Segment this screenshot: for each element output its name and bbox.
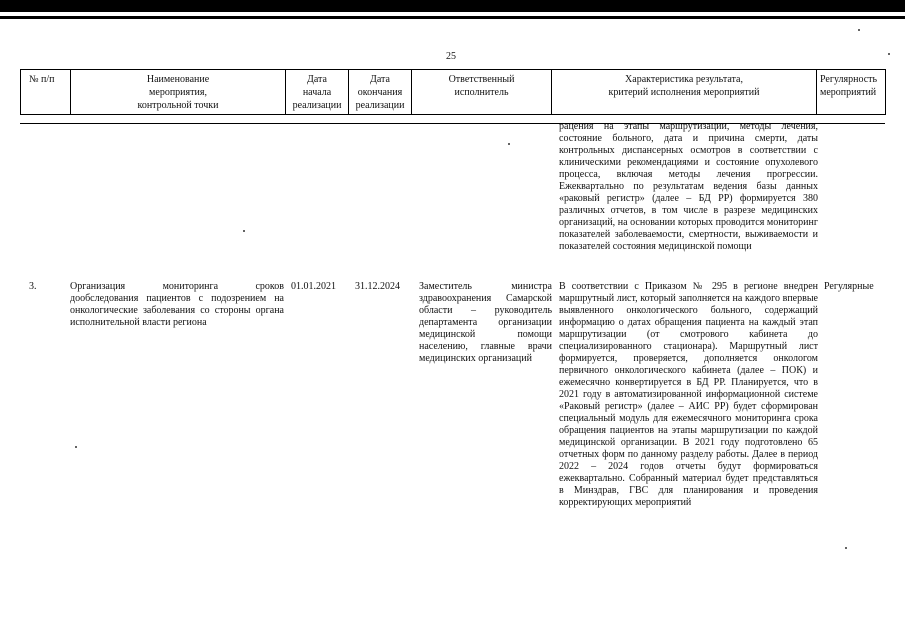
header-responsible: Ответственный исполнитель bbox=[412, 70, 552, 115]
row-start-date: 01.01.2021 bbox=[291, 281, 336, 292]
row-end-date: 31.12.2024 bbox=[355, 281, 400, 292]
scan-speck bbox=[75, 446, 77, 448]
scan-speck bbox=[858, 29, 860, 31]
row-name: Организация мониторинга сроков дообследования пациентов с подозрением на онкологические заболевания со стороны органа исполнительной власти региона bbox=[70, 281, 284, 328]
header-regularity: Регулярность мероприятий bbox=[817, 70, 886, 115]
scan-top-line bbox=[0, 16, 905, 19]
page-number: 25 bbox=[446, 51, 456, 62]
header-end-date: Дата окончания реализации bbox=[349, 70, 412, 115]
header-start-date: Дата начала реализации bbox=[286, 70, 349, 115]
table-header-row bbox=[21, 70, 886, 115]
header-number: № п/п bbox=[21, 70, 71, 115]
row-responsible: Заместитель министра здравоохранения Самарской области – руководитель департамента организации медицинской помощи населению, главные врачи медицинских организаций bbox=[419, 281, 552, 364]
row-description: В соответствии с Приказом № 295 в регионе внедрен маршрутный лист, который заполняется на каждого впервые выявленного онкологического больного, содержащий информацию о датах обращения пациента на каждый этап маршрутизации (от смотрового кабинета до специализированного стационара). Маршрутный лист формируется, проверяется, дополняется онкологом первичного онкологического кабинета (далее – ПОК) и ежемесячно конвертируется в БД РР. Планируется, что в 2021 году в автоматизированной информационной системе «Раковый регистр» (далее – АИС РР) будет сформирован специальный модуль для ежемесячного мониторинга срока обращения пациентов на этапы маршрутизации по каждой медицинской организации. В 2021 году подготовлено 65 отчетных форм по данному разделу работы. Далее в период 2022 – 2024 годов отчеты будут формироваться ежеквартально. Собранный материал будет представляться в Минздрав, ГВС для планирования и проведения корректирующих мероприятий bbox=[559, 281, 818, 508]
plan-table bbox=[20, 69, 886, 115]
continuation-text: рацения на этапы маршрутизации, методы лечения, состояние больного, дата и причина смерти, даты контрольных диспансерных осмотров в соответствии с клиническими рекомендациями и состояние опухолевого процесса, включая методы лечения прогрессии. Ежеквартально по результатам ведения базы данных «раковый регистр» (далее – БД РР) формируется 380 различных отчетов, в том числе в разрезе медицинских организаций, на основании которых проводится мониторинг показателей заболеваемости, смертности, выживаемости и показателей состояния медицинской помощи bbox=[559, 121, 818, 252]
scan-speck bbox=[508, 143, 510, 145]
scan-top-border bbox=[0, 0, 905, 12]
row-number: 3. bbox=[29, 281, 37, 292]
row-regularity: Регулярные bbox=[824, 281, 874, 292]
scan-speck bbox=[888, 53, 890, 55]
header-name: Наименование мероприятия, контрольной точки bbox=[71, 70, 286, 115]
scan-speck bbox=[845, 547, 847, 549]
header-description: Характеристика результата, критерий исполнения мероприятий bbox=[552, 70, 817, 115]
scan-speck bbox=[243, 230, 245, 232]
